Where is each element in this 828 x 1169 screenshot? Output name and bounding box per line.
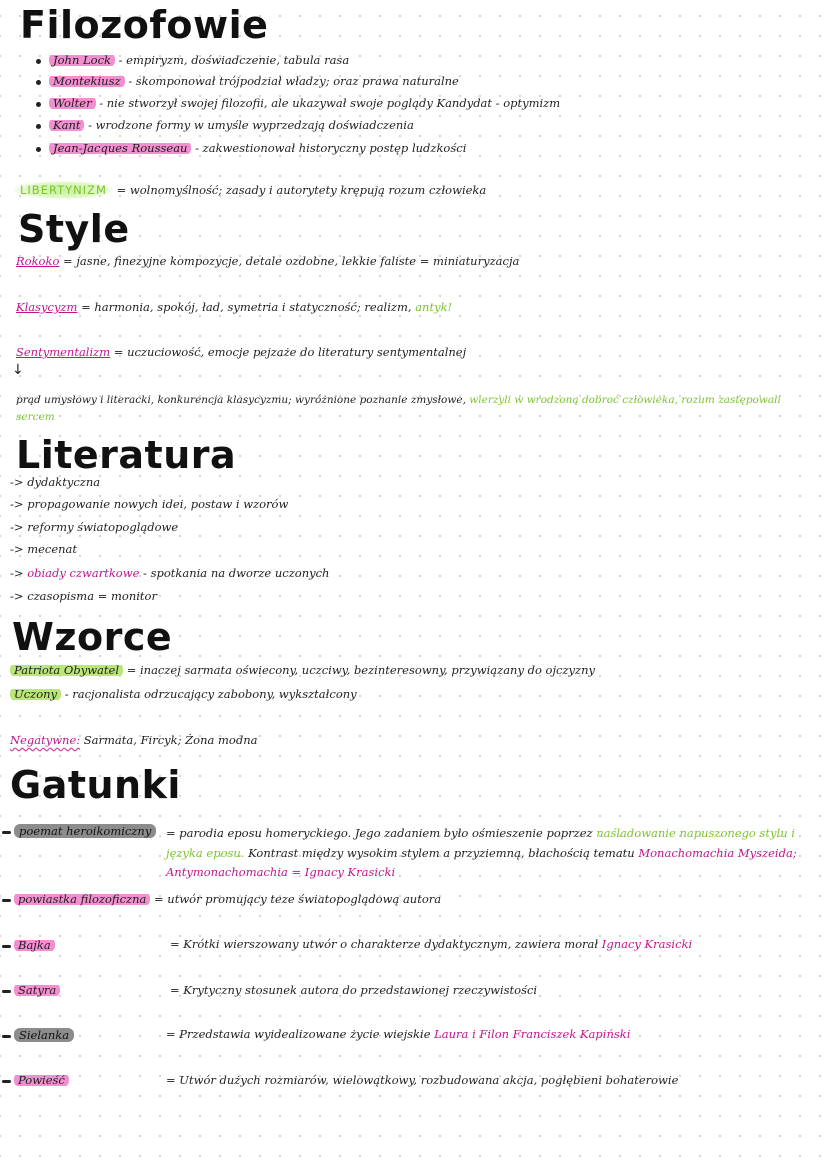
wzorzec-uczony	[10, 688, 357, 701]
style-sentymentalizm	[16, 346, 466, 359]
powiastka-desc: = utwór promujący teze światopoglądową autora	[154, 892, 442, 906]
literatura-rest: - spotkania na dworze uczonych	[143, 566, 330, 580]
literatura-item	[10, 567, 329, 580]
literatura-text: propagowanie nowych idei, postaw i wzorów	[27, 497, 289, 511]
gatunek-bajka	[2, 939, 55, 952]
rokoko-desc: = jasne, finezyjne kompozycje, detale ozdobne, lekkie faliste = miniaturyzacja	[63, 254, 520, 268]
note-main: prąd umysłowy i literacki, konkurencja klasycyzmu; wyróżnione poznanie zmysłowe,	[16, 394, 466, 406]
arrow-down-icon: ↓	[12, 362, 24, 378]
negatywne-desc: Sarmata, Fircyk; Żona modna	[83, 733, 258, 747]
literatura-item	[10, 543, 77, 556]
arrow-right-icon: ->	[10, 475, 24, 489]
bullet-icon	[36, 102, 41, 107]
satyra-desc	[170, 984, 537, 997]
section-title-literatura: Literatura	[16, 433, 237, 477]
literatura-item	[10, 590, 157, 603]
gatunek-poemat	[2, 825, 156, 838]
bullet-icon	[36, 80, 41, 85]
bullet-icon	[36, 59, 41, 64]
patriota-term: Patriota Obywatel	[10, 663, 123, 677]
literatura-text: obiady czwartkowe	[27, 566, 140, 580]
section-title-gatunki: Gatunki	[10, 763, 181, 807]
philosopher-item	[36, 75, 459, 88]
philosopher-desc: - zakwestionował historyczny postęp ludzkości	[195, 141, 467, 155]
philosopher-item	[36, 142, 466, 155]
powiesc-desc-text: = Utwór dużych rozmiarów, wielowątkowy, rozbudowana akcja, pogłębieni bohaterowie	[166, 1073, 679, 1087]
philosopher-name: Wolter	[49, 96, 96, 110]
style-klasycyzm	[16, 301, 452, 314]
bajka-desc-text: = Krótki wierszowany utwór o charakterze dydaktycznym, zawiera morał	[170, 937, 599, 951]
gatunek-satyra	[2, 984, 60, 997]
dash-icon	[2, 1035, 11, 1038]
philosopher-desc: - nie stworzył swojej filozofii, ale ukazywał swoje poglądy Kandydat - optymizm	[99, 96, 561, 110]
arrow-right-icon: ->	[10, 542, 24, 556]
libertynizm-definition	[14, 184, 486, 197]
patriota-desc: = inaczej sarmata oświecony, uczciwy, bezinteresowny, przywiązany do ojczyzny	[126, 663, 595, 677]
bullet-icon	[36, 147, 41, 152]
philosopher-name: Montekiusz	[49, 74, 125, 88]
sielanka-desc-text: = Przedstawia wyidealizowane życie wiejskie	[166, 1027, 431, 1041]
dash-icon	[2, 1080, 11, 1083]
philosopher-name: Jean-Jacques Rousseau	[49, 141, 191, 155]
klasycyzm-term: Klasycyzm	[16, 300, 78, 314]
philosopher-desc: - wrodzone formy w umyśle wyprzedzają doświadczenia	[88, 118, 414, 132]
sielanka-desc	[166, 1028, 630, 1041]
bullet-icon	[36, 124, 41, 129]
sentymentalizm-note	[16, 392, 796, 426]
literatura-text: reformy światopoglądowe	[27, 520, 179, 534]
wzorzec-negatywne	[10, 734, 257, 747]
klasycyzm-antyk: antyk!	[415, 300, 453, 314]
bajka-desc	[170, 938, 692, 951]
powiastka-term: powiastka filozoficzna	[14, 892, 150, 906]
sentymentalizm-desc: = uczuciowość, emocje pejzaże do literatury sentymentalnej	[113, 345, 467, 359]
poemat-desc	[166, 824, 806, 883]
literatura-item	[10, 521, 178, 534]
note-green: wierzyli w wrodzoną dobroć człowieka, rozum zastępowali sercem	[16, 394, 781, 423]
klasycyzm-desc: = harmonia, spokój, ład, symetria i statyczność; realizm,	[81, 300, 412, 314]
negatywne-term: Negatywne:	[10, 733, 81, 747]
libertynizm-term: LIBERTYNIZM	[14, 181, 113, 199]
sentymentalizm-term: Sentymentalizm	[16, 345, 111, 359]
philosopher-item	[36, 54, 349, 67]
poemat-term: poemat heroikomiczny	[14, 824, 156, 838]
philosopher-name: Kant	[49, 118, 84, 132]
literatura-item	[10, 498, 288, 511]
dash-icon	[2, 899, 11, 902]
libertynizm-desc: = wolnomyślność; zasady i autorytety krępują rozum człowieka	[116, 183, 487, 197]
sielanka-term: Sielanka	[14, 1028, 74, 1042]
poemat-mag2: Myszeida; Antymonachomachia = Ignacy Krasicki	[166, 845, 797, 880]
poemat-desc1: = parodia eposu homeryckiego. Jego zadaniem było ośmieszenie poprzez	[166, 826, 593, 840]
bajka-term: Bajka	[14, 938, 55, 952]
arrow-right-icon: ->	[10, 589, 24, 603]
poemat-green: naśladowanie napuszonego stylu i języka eposu.	[166, 826, 795, 860]
gatunek-powiastka	[2, 893, 441, 906]
section-title-style: Style	[18, 207, 130, 251]
poemat-mag1: Monachomachia	[638, 845, 735, 860]
dash-icon	[2, 945, 11, 948]
wzorzec-patriota	[10, 664, 595, 677]
gatunek-powiesc	[2, 1074, 69, 1087]
philosopher-desc: - skomponował trójpodział władzy; oraz prawa naturalne	[128, 74, 459, 88]
style-rokoko	[16, 255, 519, 268]
gatunek-sielanka	[2, 1029, 74, 1042]
bajka-author: Ignacy Krasicki	[601, 937, 693, 951]
philosopher-name: John Lock	[49, 53, 115, 67]
literatura-item	[10, 476, 100, 489]
literatura-text: dydaktyczna	[27, 475, 101, 489]
poemat-desc2: Kontrast między wysokim stylem a przyziemną, błachością tematu	[248, 845, 635, 860]
philosopher-desc: - empiryzm, doświadczenie, tabula rasa	[118, 53, 350, 67]
sielanka-author: Laura i Filon Franciszek Kapiński	[434, 1027, 631, 1041]
section-title-wzorce: Wzorce	[12, 615, 173, 659]
uczony-term: Uczony	[10, 687, 61, 701]
powiesc-term: Powieść	[14, 1073, 69, 1087]
arrow-right-icon: ->	[10, 566, 24, 580]
arrow-right-icon: ->	[10, 520, 24, 534]
philosopher-item	[36, 97, 560, 110]
literatura-text: czasopisma = monitor	[27, 589, 157, 603]
satyra-desc-text: = Krytyczny stosunek autora do przedstawionej rzeczywistości	[170, 983, 538, 997]
section-title-filozofowie: Filozofowie	[20, 3, 269, 47]
philosopher-item	[36, 119, 414, 132]
powiesc-desc	[166, 1074, 678, 1087]
rokoko-term: Rokoko	[16, 254, 60, 268]
dash-icon	[2, 831, 11, 834]
satyra-term: Satyra	[14, 983, 60, 997]
arrow-right-icon: ->	[10, 497, 24, 511]
literatura-text: mecenat	[27, 542, 78, 556]
uczony-desc: - racjonalista odrzucający zabobony, wykształcony	[64, 687, 357, 701]
dash-icon	[2, 990, 11, 993]
